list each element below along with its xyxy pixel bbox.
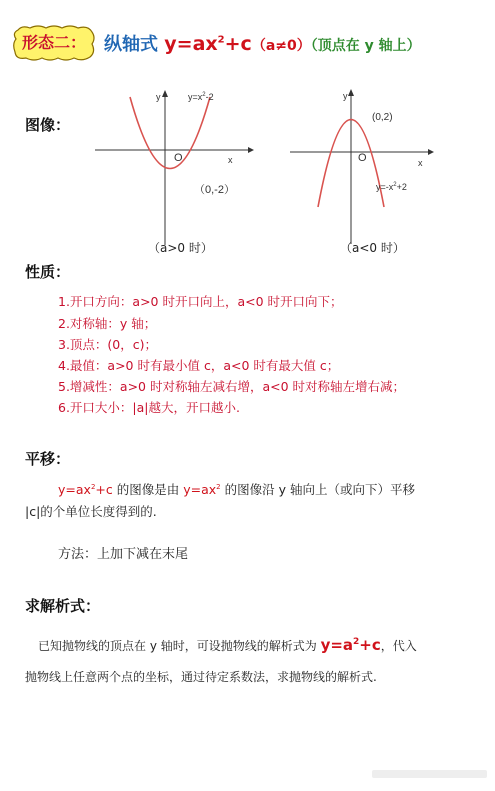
title-prefix: 纵轴式 [104, 34, 158, 55]
translation-line-1: $y=ax^2+c$ 的图像是由 $y=ax^2$ 的图像沿 y 轴向上（或向下）平移 [58, 482, 415, 497]
graph-left [90, 85, 260, 255]
x-axis-label: x [228, 155, 233, 165]
parabola-up [130, 97, 210, 169]
watermark [372, 767, 487, 781]
graph-right-caption: （a<0 时） [340, 241, 405, 255]
property-item-1: 1.开口方向：a>0 时开口向上，a<0 时开口向下； [58, 294, 343, 309]
vertex-label: (0,2) [372, 112, 393, 123]
y-axis-label: y [343, 91, 348, 101]
page-title [104, 30, 421, 56]
property-item-6: 6.开口大小：|a|越大，开口越小. [58, 400, 240, 415]
title-condition: （a≠0） [251, 38, 311, 54]
formula-1: $y=ax^2+c$ [58, 482, 113, 497]
formula-2: $y=ax^2$ [183, 482, 221, 497]
analytic-line-1: 已知抛物线的顶点在 y 轴时，可设抛物线的解析式为 $y=a^2+c$，代入 [38, 636, 417, 654]
y-axis-arrow [162, 90, 168, 97]
image-heading: 图像： [25, 116, 71, 134]
translation-line-2: |c|的个单位长度得到的. [25, 504, 157, 519]
analytic-heading: 求解析式： [25, 597, 101, 615]
origin-label: O [358, 152, 367, 164]
property-item-4: 4.最值：a>0 时有最小值 c，a<0 时有最大值 c； [58, 358, 340, 373]
badge-label: 形态二： [21, 33, 86, 52]
translation-heading: 平移： [25, 450, 71, 468]
property-item-5: 5.增减性：a>0 时对称轴左减右增，a<0 时对称轴左增右减； [58, 379, 406, 394]
x-axis-arrow [428, 149, 434, 155]
equation-label: $y=-x^2+2$ [376, 182, 407, 192]
property-item-3: 3.顶点：(0，c)； [58, 337, 158, 352]
analytic-formula: $y=a^2+c$ [320, 636, 381, 654]
section-badge [12, 24, 96, 62]
x-axis-arrow [248, 147, 254, 153]
y-axis-arrow [348, 89, 354, 96]
vertex-label: （0,-2） [194, 184, 235, 196]
graph-left-caption: （a>0 时） [148, 241, 213, 255]
translation-method: 方法：上加下减在末尾 [58, 547, 189, 562]
y-axis-label: y [156, 92, 161, 102]
analytic-line-2: 抛物线上任意两个点的坐标，通过待定系数法，求抛物线的解析式. [25, 670, 377, 684]
properties-heading: 性质： [25, 263, 71, 281]
equation-label: $y=x^2-2$ [188, 92, 214, 102]
x-axis-label: x [418, 158, 423, 168]
property-item-2: 2.对称轴：y 轴； [58, 316, 157, 331]
title-vertex-note: （顶点在 y 轴上） [310, 38, 421, 54]
title-formula: $y=ax^2+c$ [164, 33, 252, 55]
graph-right [288, 82, 458, 252]
origin-label: O [174, 152, 183, 164]
